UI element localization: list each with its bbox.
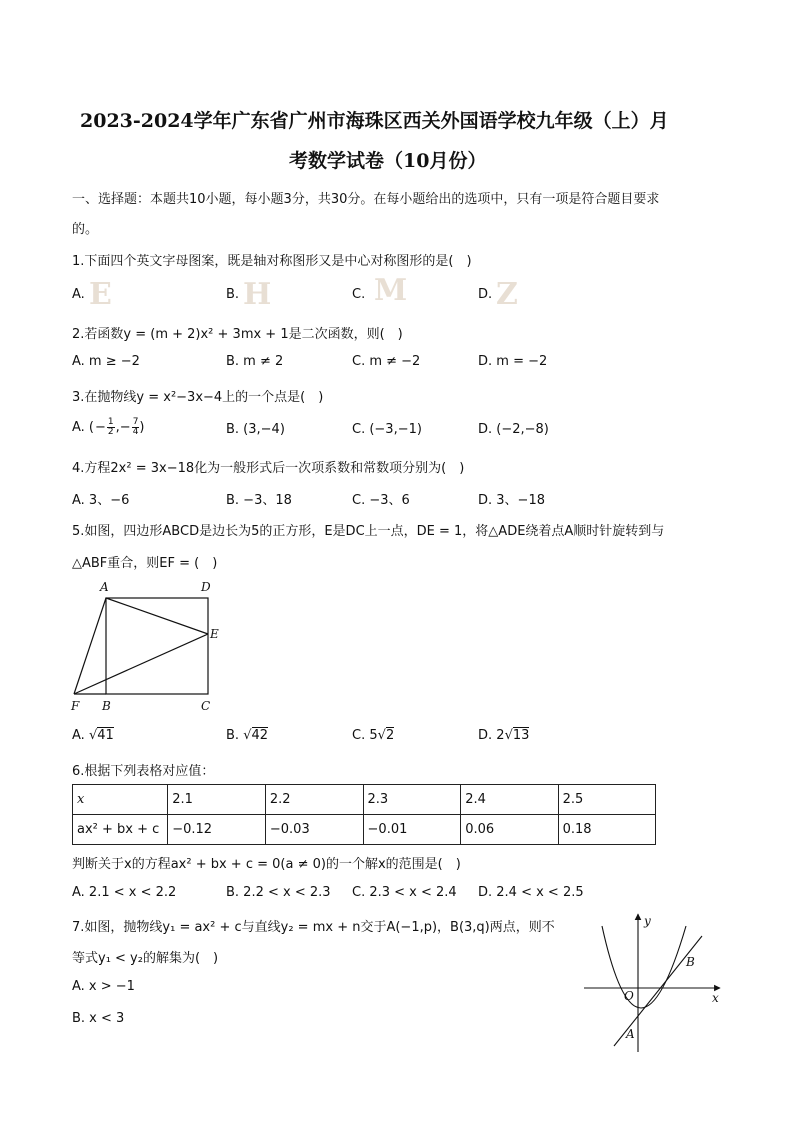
- q5-option-a-radicand: 41: [97, 728, 114, 743]
- q4-option-b: B. −3、18: [226, 493, 292, 508]
- table-cell: 2.5: [558, 785, 655, 815]
- section-instruction-line-2: 的。: [72, 222, 99, 237]
- table-cell: 0.06: [461, 815, 558, 845]
- q7-stem-line-1: 7.如图，抛物线y₁ = ax² + c与直线y₂ = mx + n交于A(−1,p)，B(3,q)两点，则不: [72, 920, 555, 935]
- q5-label-b: B: [102, 699, 111, 713]
- title-line-1: 2023-2024学年广东省广州市海珠区西关外国语学校九年级（上）月: [80, 110, 669, 132]
- title-line-2: 考数学试卷（10月份）: [289, 150, 487, 172]
- q4-option-c: C. −3、6: [352, 493, 410, 508]
- q3-option-a: A. ( − $\frac{1}{2}$ ,− $\frac{7}{4}$ ): [72, 417, 145, 437]
- table-cell: 2.3: [363, 785, 461, 815]
- q1-option-b-label: B.: [226, 287, 240, 302]
- q7-stem-line-2: 等式y₁ < y₂的解集为( ): [72, 951, 219, 966]
- q1-stem: 1.下面四个英文字母图案，既是轴对称图形又是中心对称图形的是( ): [72, 254, 472, 269]
- q4-option-d: D. 3、−18: [478, 493, 545, 508]
- q7-parabola-line-figure: [580, 910, 730, 1055]
- q3-option-c: C. (−3,−1): [352, 422, 422, 437]
- q1-letter-e: E: [89, 277, 112, 312]
- table-cell: ax² + bx + c: [73, 815, 168, 845]
- segment-ae: [106, 598, 208, 634]
- q3-frac-2: $\frac{7}{4}$: [132, 417, 139, 437]
- q1-option-a-label: A.: [72, 287, 85, 302]
- q6-option-c: C. 2.3 < x < 2.4: [352, 885, 457, 900]
- q5-label-c: C: [201, 699, 211, 713]
- table-cell: x: [73, 785, 168, 815]
- q2-option-b: B. m ≠ 2: [226, 354, 284, 369]
- q6-option-a: A. 2.1 < x < 2.2: [72, 885, 177, 900]
- q7-label-a: A: [626, 1027, 635, 1041]
- q5-label-f: F: [71, 699, 80, 713]
- segment-fe: [74, 634, 208, 694]
- q5-option-c: C. 5√2: [352, 728, 395, 743]
- q2-option-d: D. m = −2: [478, 354, 548, 369]
- q3-option-b: B. (3,−4): [226, 422, 285, 437]
- q5-stem-line-1: 5.如图，四边形ABCD是边长为5的正方形，E是DC上一点，DE = 1，将△ADE绕着点A顺时针旋转到与: [72, 524, 665, 539]
- q2-option-a: A. m ≥ −2: [72, 354, 140, 369]
- square-abcd: [106, 598, 208, 694]
- q6-option-b: B. 2.2 < x < 2.3: [226, 885, 331, 900]
- table-cell: 0.18: [558, 815, 655, 845]
- q5-square-figure: [66, 578, 226, 716]
- table-row: [73, 815, 656, 845]
- segment-fa: [74, 598, 106, 694]
- q5-option-a: A. √41: [72, 728, 114, 743]
- q6-option-d: D. 2.4 < x < 2.5: [478, 885, 584, 900]
- q1-option-c-label: C.: [352, 287, 366, 302]
- q7-option-a: A. x > −1: [72, 979, 135, 994]
- table-cell: −0.03: [265, 815, 363, 845]
- q6-stem: 6.根据下列表格对应值：: [72, 764, 215, 779]
- q7-label-b: B: [686, 955, 695, 969]
- q3-option-a-prefix: A. (: [72, 420, 95, 435]
- q5-option-d-radicand: 13: [512, 728, 530, 743]
- table-cell: 2.4: [461, 785, 558, 815]
- q1-letter-m: M: [374, 273, 408, 308]
- q1-letter-z: Z: [496, 277, 518, 312]
- q5-label-e: E: [210, 627, 219, 641]
- q6-question: 判断关于x的方程ax² + bx + c = 0(a ≠ 0)的一个解x的范围是( ): [72, 857, 461, 872]
- table-cell: −0.01: [363, 815, 461, 845]
- q5-label-a: A: [100, 580, 109, 594]
- parabola-curve: [602, 926, 686, 1008]
- q1-option-d-label: D.: [478, 287, 493, 302]
- q7-option-b: B. x < 3: [72, 1011, 125, 1026]
- q7-label-y: y: [644, 914, 651, 928]
- q5-option-b: B. √42: [226, 728, 269, 743]
- q2-option-c: C. m ≠ −2: [352, 354, 421, 369]
- q5-option-d: D. 2√13: [478, 728, 530, 743]
- q7-label-o: O: [624, 989, 634, 1003]
- q7-label-x: x: [712, 991, 719, 1005]
- q3-stem: 3.在抛物线y = x²−3x−4上的一个点是( ): [72, 390, 324, 405]
- q6-value-table: [72, 784, 656, 845]
- q4-option-a: A. 3、−6: [72, 493, 130, 508]
- q3-frac-1: $\frac{1}{2}$: [107, 417, 114, 437]
- q1-letter-h: H: [243, 277, 272, 312]
- table-cell: −0.12: [168, 815, 266, 845]
- q3-option-d: D. (−2,−8): [478, 422, 549, 437]
- table-row: [73, 785, 656, 815]
- q5-label-d: D: [201, 580, 211, 594]
- table-cell: 2.2: [265, 785, 363, 815]
- section-instruction-line-1: 一、选择题：本题共10小题，每小题3分，共30分。在每小题给出的选项中，只有一项是符合题目要求: [72, 192, 660, 207]
- q5-stem-line-2: △ABF重合，则EF = ( ): [72, 556, 218, 571]
- table-cell: 2.1: [168, 785, 266, 815]
- q5-option-c-radicand: 2: [385, 728, 395, 743]
- q5-option-b-radicand: 42: [251, 728, 269, 743]
- q4-stem: 4.方程2x² = 3x−18化为一般形式后一次项系数和常数项分别为( ): [72, 461, 465, 476]
- q2-stem: 2.若函数y = (m + 2)x² + 3mx + 1是二次函数，则( ): [72, 327, 403, 342]
